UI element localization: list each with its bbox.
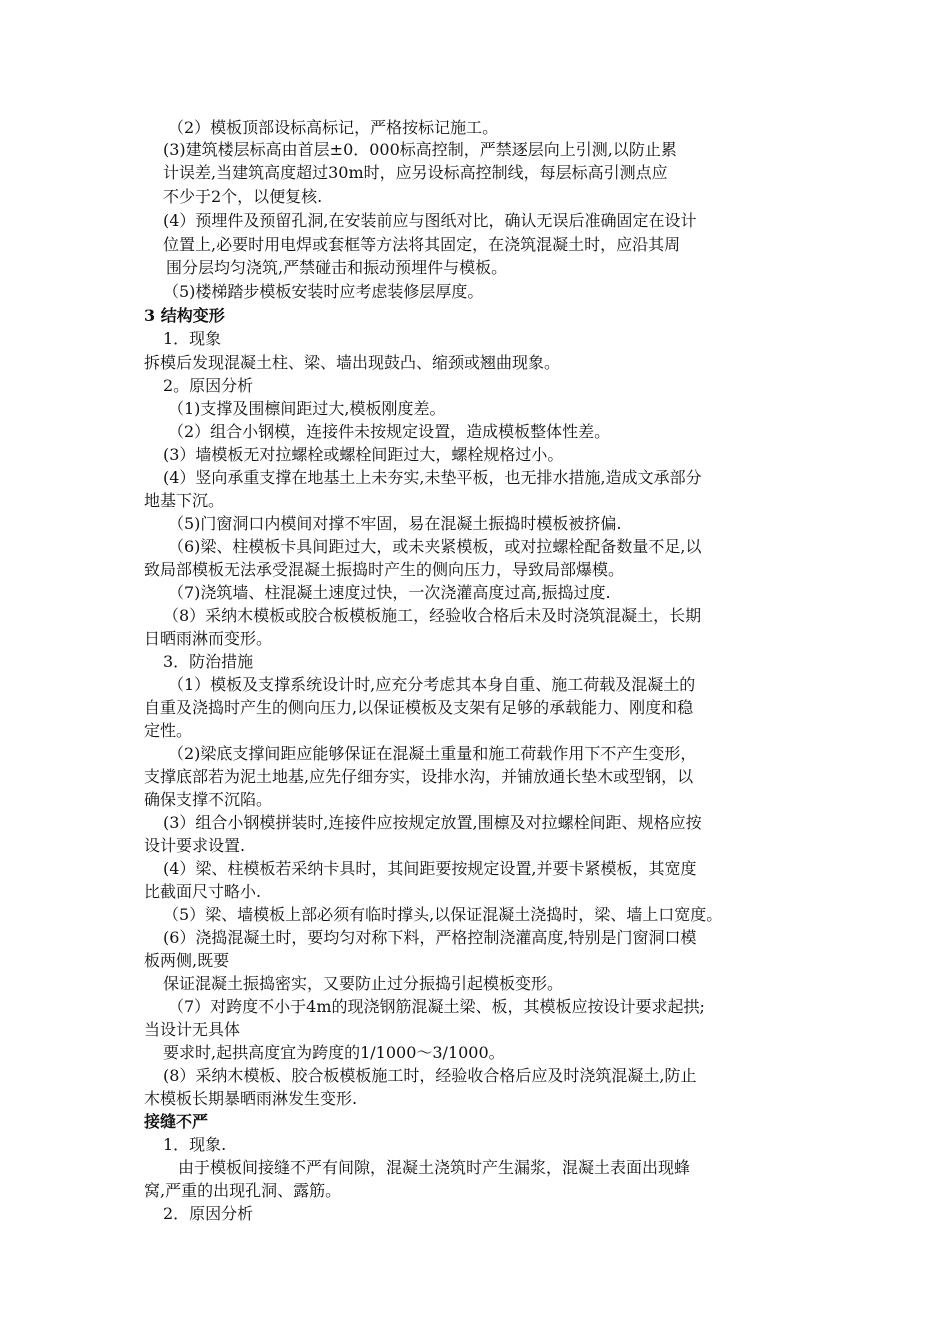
text-line: 比截面尺寸略小. <box>144 882 262 901</box>
text-line: （2）组合小钢模，连接件未按规定设置，造成模板整体性差。 <box>168 422 611 441</box>
text-line: (3）墙模板无对拉螺栓或螺栓间距过大，螺栓规格过小。 <box>163 445 564 464</box>
text-line: （2）模板顶部设标高标记，严格按标记施工。 <box>168 118 499 137</box>
text-line: 拆模后发现混凝土柱、梁、墙出现鼓凸、缩颈或翘曲现象。 <box>144 353 561 372</box>
text-line: 由于模板间接缝不严有间隙，混凝土浇筑时产生漏浆，混凝土表面出现蜂 <box>178 1158 691 1177</box>
text-line: 2．原因分析 <box>163 1204 254 1223</box>
text-line: 支撑底部若为泥土地基,应先仔细夯实，设排水沟，并铺放通长垫木或型钢，以 <box>144 767 694 786</box>
text-line: （2)梁底支撑间距应能够保证在混凝土重量和施工荷载作用下不产生变形， <box>168 744 697 763</box>
text-line: 板两侧,既要 <box>144 951 230 970</box>
text-line: （5)楼梯踏步模板安装时应考虑装修层厚度。 <box>163 282 484 301</box>
text-line: （1）模板及支撑系统设计时,应充分考虑其本身自重、施工荷载及混凝土的 <box>168 675 696 694</box>
text-line: 设计要求设置. <box>144 836 246 855</box>
text-line: 致局部模板无法承受混凝土振捣时产生的侧向压力，导致局部爆模。 <box>144 560 625 579</box>
text-line: 窝,严重的出现孔洞、露筋。 <box>144 1181 342 1200</box>
text-line: 自重及浇捣时产生的侧向压力,以保证模板及支架有足够的承载能力、刚度和稳 <box>144 698 694 717</box>
text-line: 计误差,当建筑高度超过30m时，应另设标高控制线，每层标高引测点应 <box>163 163 668 182</box>
text-line: 1．现象. <box>163 1135 227 1154</box>
text-line: 位置上,必要时用电焊或套框等方法将其固定，在浇筑混凝土时，应沿其周 <box>163 235 681 254</box>
text-line: (6）浇捣混凝土时，要均匀对称下料，严格控制浇灌高度,特别是门窗洞口模 <box>163 928 697 947</box>
text-line: 定性。 <box>144 721 193 740</box>
text-line: 3．防治措施 <box>163 652 254 671</box>
text-line: 不少于2个，以便复核. <box>163 187 323 206</box>
text-line: 保证混凝土振捣密实，又要防止过分振捣引起模板变形。 <box>163 974 564 993</box>
text-line: （6)梁、柱模板卡具间距过大，或未夹紧模板，或对拉螺栓配备数量不足,以 <box>168 537 702 556</box>
text-line: (8）采纳木模板、胶合板模板施工时，经验收合格后应及时浇筑混凝土,防止 <box>163 1066 697 1085</box>
section-heading: 接缝不严 <box>144 1112 209 1131</box>
text-line: (3）组合小钢模拼装时,连接件应按规定放置,围檩及对拉螺栓间距、规格应按 <box>163 813 702 832</box>
text-line: (3)建筑楼层标高由首层±0．000标高控制，严禁逐层向上引测,以防止累 <box>163 140 677 159</box>
text-line: (4）预埋件及预留孔洞,在安装前应与图纸对比，确认无误后准确固定在设计 <box>163 211 697 230</box>
text-line: （7）对跨度不小于4m的现浇钢筋混凝土梁、板，其模板应按设计要求起拱; <box>168 997 705 1016</box>
text-line: 要求时,起拱高度宜为跨度的1/1000～3/1000。 <box>163 1043 505 1062</box>
section-heading: 3 结构变形 <box>144 306 225 325</box>
text-line: （5)门窗洞口内模间对撑不牢固，易在混凝土振捣时模板被挤偏. <box>168 514 622 533</box>
text-line: 地基下沉。 <box>144 491 225 510</box>
text-line: （7)浇筑墙、柱混凝土速度过快，一次浇灌高度过高,振捣过度. <box>168 583 611 602</box>
text-line: 木模板长期暴晒雨淋发生变形. <box>144 1089 358 1108</box>
text-line: 2。原因分析 <box>163 376 254 395</box>
text-line: 确保支撑不沉陷。 <box>144 790 273 809</box>
text-line: 日晒雨淋而变形。 <box>144 629 273 648</box>
text-line: （5）梁、墙模板上部必须有临时撑头,以保证混凝土浇捣时，梁、墙上口宽度。 <box>163 905 723 924</box>
text-line: 围分层均匀浇筑,严禁碰击和振动预埋件与模板。 <box>166 258 508 277</box>
text-line: 当设计无具体 <box>144 1020 241 1039</box>
text-line: (4）竖向承重支撑在地基土上未夯实,未垫平板，也无排水措施,造成文承部分 <box>163 468 702 487</box>
text-line: 1．现象 <box>163 329 222 348</box>
text-line: （1)支撑及围檩间距过大,模板刚度差。 <box>168 399 446 418</box>
text-line: (4）梁、柱模板若采纳卡具时，其间距要按规定设置,并要卡紧模板，其宽度 <box>163 859 697 878</box>
text-line: （8）采纳木模板或胶合板模板施工，经验收合格后未及时浇筑混凝土，长期 <box>163 606 702 625</box>
